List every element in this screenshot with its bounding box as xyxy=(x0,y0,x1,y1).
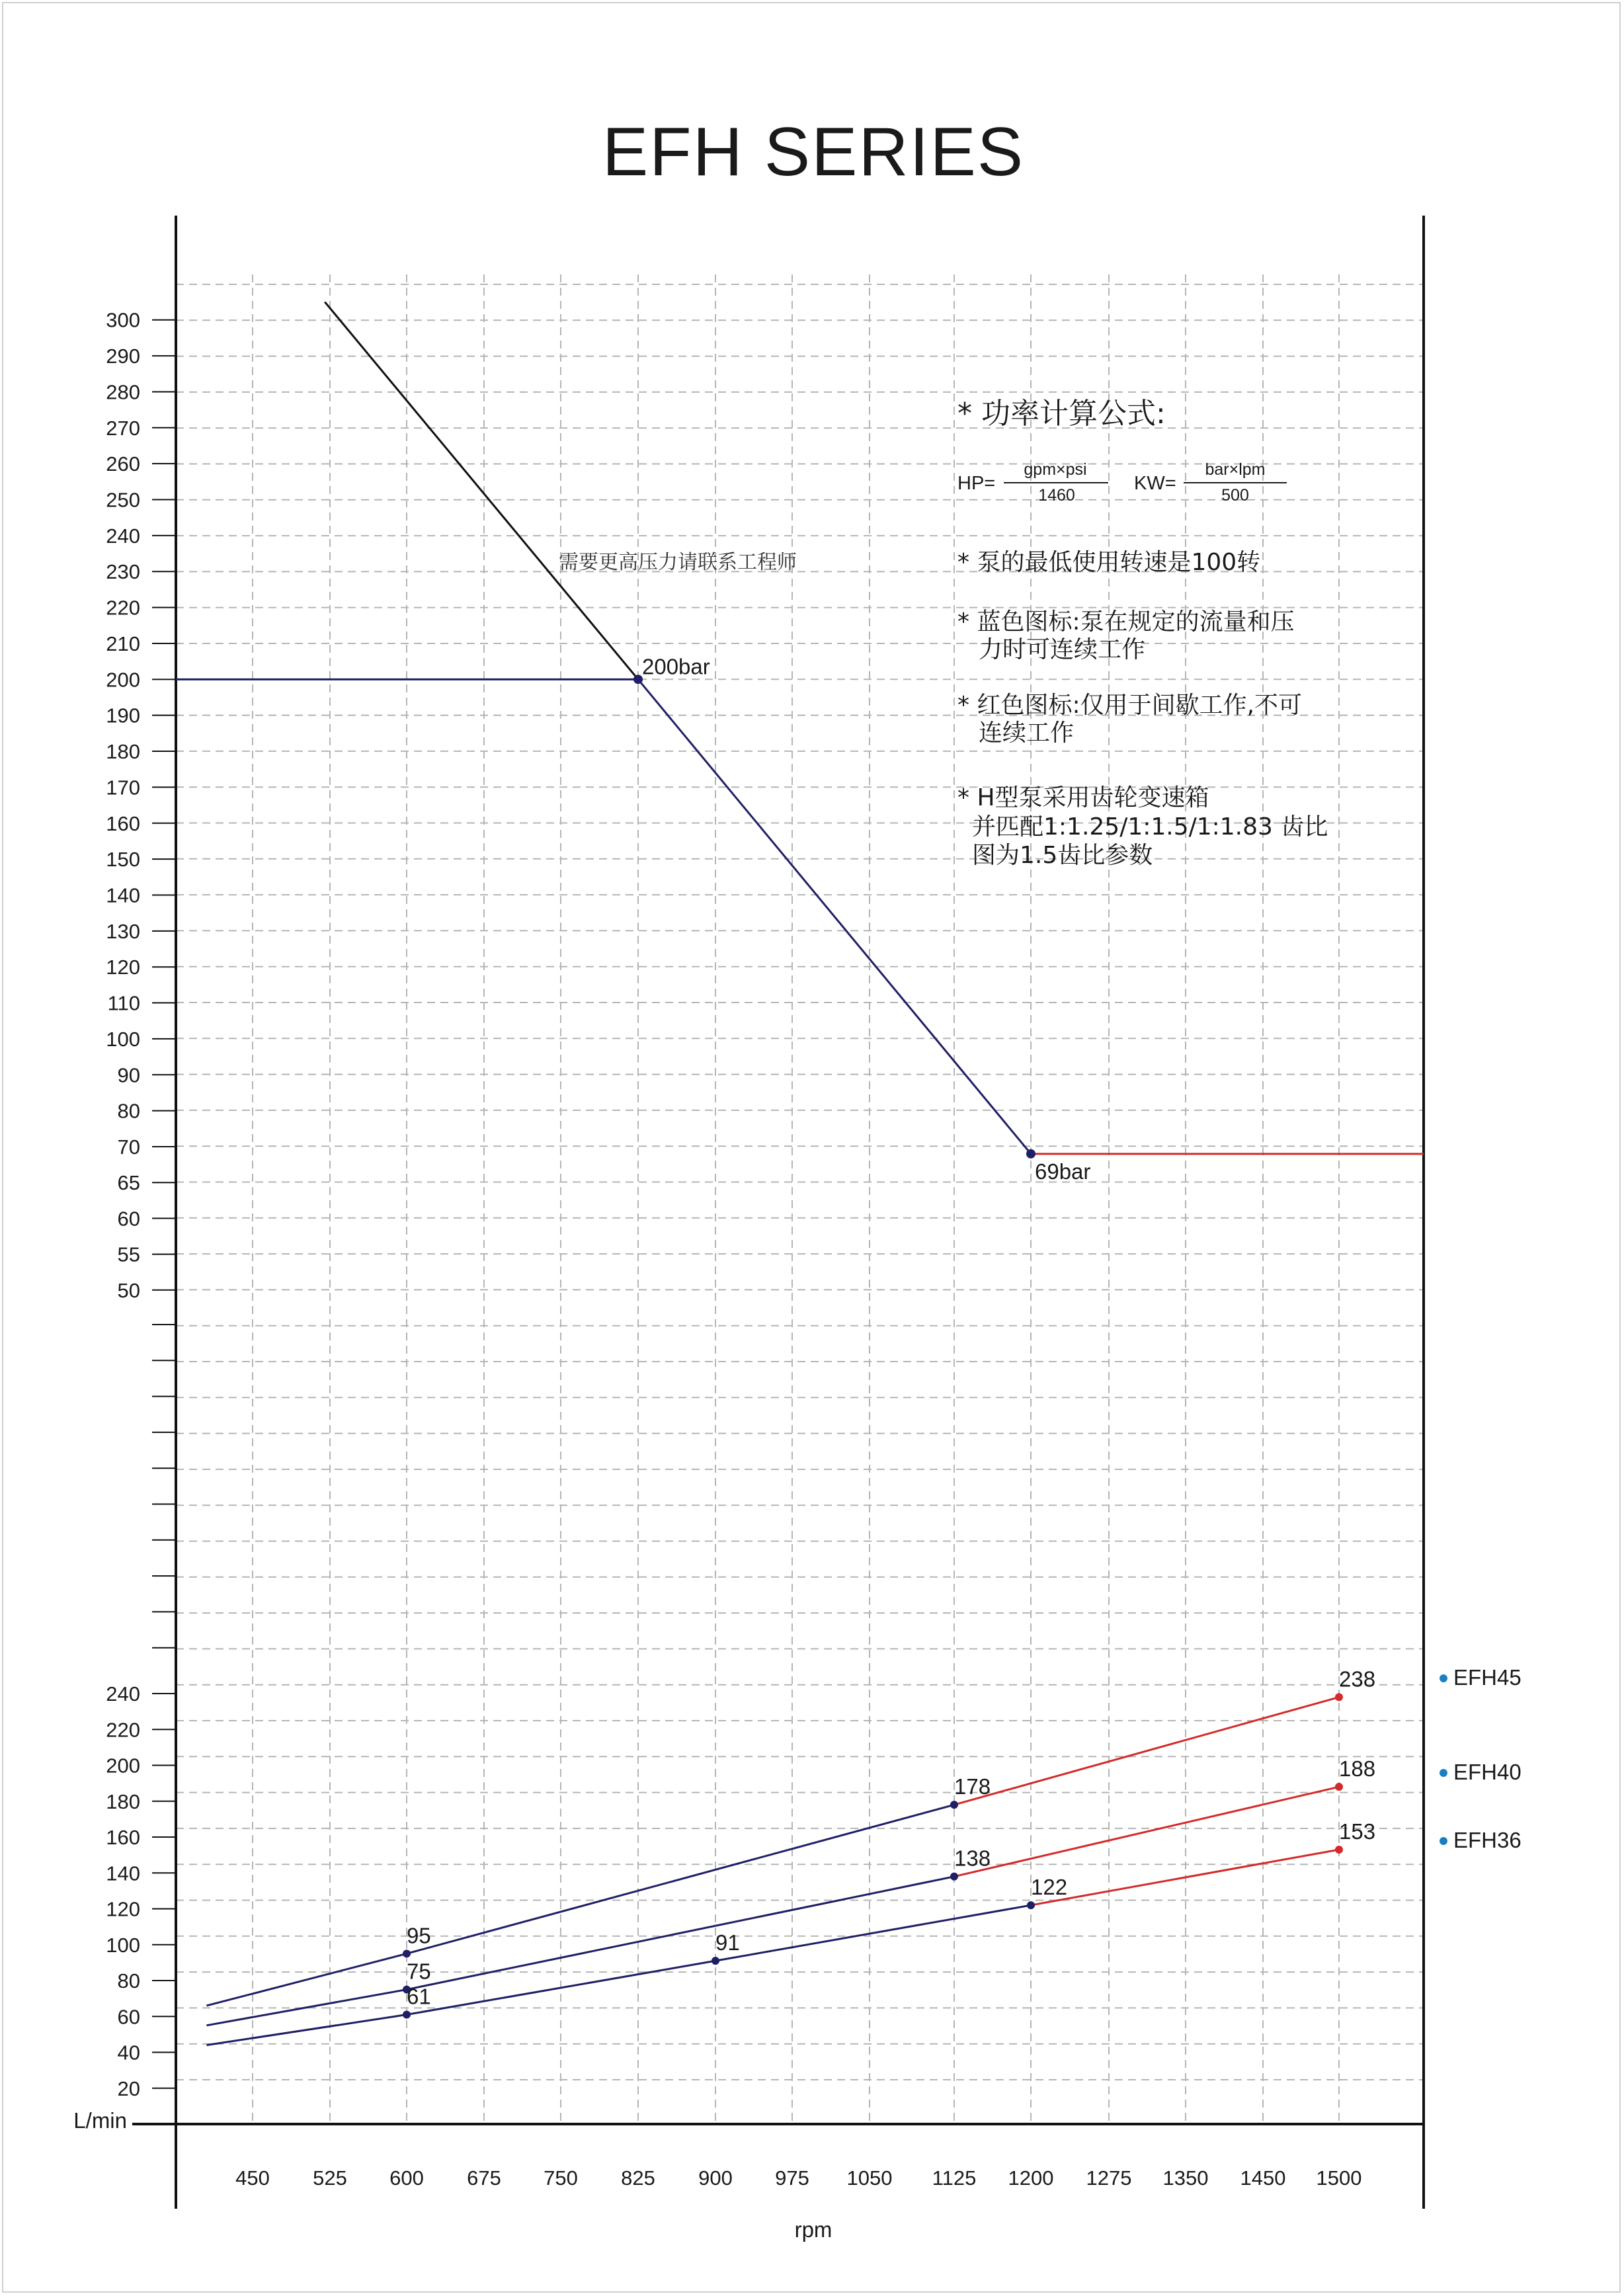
y-tick-label: 140 xyxy=(106,1862,140,1885)
legend-dot xyxy=(1440,1674,1447,1682)
y-tick-label: 80 xyxy=(117,1099,140,1123)
legend-label: EFH45 xyxy=(1453,1665,1522,1690)
y-tick-label: 130 xyxy=(106,919,140,943)
x-tick-label: 600 xyxy=(389,2166,424,2190)
y-tick-label: 250 xyxy=(106,488,140,512)
note-gearbox-line-2: 并匹配1:1.25/1:1.5/1:1.83 齿比 xyxy=(972,813,1328,840)
y-tick-labels xyxy=(106,309,176,2100)
flow-point xyxy=(1335,1846,1343,1854)
flow-point-label: 178 xyxy=(954,1774,991,1799)
efh45-intermittent-line xyxy=(954,1697,1339,1805)
x-tick-label: 1125 xyxy=(932,2166,977,2190)
flow-point xyxy=(1335,1693,1343,1701)
x-tick-label: 1050 xyxy=(846,2166,893,2190)
x-tick-label: 750 xyxy=(544,2166,578,2190)
flow-point-label: 138 xyxy=(954,1846,991,1871)
y-tick-label: 270 xyxy=(106,416,140,440)
formula-heading: * 功率计算公式: xyxy=(957,397,1166,430)
y-axis-unit-label: L/min xyxy=(73,2108,127,2133)
y-tick-label: 140 xyxy=(106,883,140,907)
y-tick-label: 200 xyxy=(106,1754,140,1778)
x-tick-label: 975 xyxy=(775,2166,809,2190)
y-tick-label: 40 xyxy=(117,2041,140,2065)
y-tick-label: 90 xyxy=(117,1063,140,1087)
flow-point xyxy=(1335,1783,1343,1791)
y-tick-label: 120 xyxy=(106,1897,140,1921)
y-tick-label: 300 xyxy=(106,308,140,332)
y-tick-label: 50 xyxy=(117,1278,140,1302)
y-tick-label: 60 xyxy=(117,2005,140,2029)
kw-formula-numerator: bar×lpm xyxy=(1205,460,1266,479)
flow-point-label: 122 xyxy=(1031,1875,1068,1900)
kw-formula-denominator: 500 xyxy=(1221,486,1249,505)
x-tick-label: 1450 xyxy=(1240,2166,1286,2190)
flow-point-label: 153 xyxy=(1339,1819,1376,1844)
x-tick-label: 825 xyxy=(621,2166,655,2190)
kw-formula-label: KW= xyxy=(1134,473,1176,494)
x-tick-label: 1200 xyxy=(1008,2166,1054,2190)
higher-pressure-extension-line xyxy=(325,302,638,680)
legend-dot xyxy=(1440,1769,1447,1777)
efh40-intermittent-line xyxy=(954,1787,1339,1877)
y-tick-label: 220 xyxy=(106,1718,140,1742)
page-title: EFH SERIES xyxy=(602,114,1025,190)
legend-dot xyxy=(1440,1837,1447,1845)
y-tick-label: 230 xyxy=(106,560,140,584)
y-tick-label: 190 xyxy=(106,704,140,727)
y-tick-label: 20 xyxy=(117,2076,140,2100)
flow-point-label: 91 xyxy=(715,1930,740,1955)
y-tick-label: 210 xyxy=(106,632,140,655)
note-red-line-2: 连续工作 xyxy=(979,719,1075,747)
hp-formula-numerator: gpm×psi xyxy=(1024,460,1087,479)
y-tick-label: 65 xyxy=(117,1171,140,1195)
note-gearbox-line-1: * H型泵采用齿轮变速箱 xyxy=(957,784,1209,811)
note-min-speed: * 泵的最低使用转速是100转 xyxy=(957,549,1261,576)
hp-formula-denominator: 1460 xyxy=(1038,486,1075,505)
pressure-point xyxy=(633,675,643,684)
y-tick-label: 170 xyxy=(106,776,140,800)
pressure-point-label: 200bar xyxy=(642,654,710,679)
legend-label: EFH36 xyxy=(1453,1828,1522,1852)
flow-point xyxy=(403,1949,411,1957)
note-blue-line-1: * 蓝色图标:泵在规定的流量和压 xyxy=(957,608,1295,636)
y-tick-label: 100 xyxy=(106,1027,140,1051)
y-tick-label: 55 xyxy=(117,1243,140,1266)
y-tick-label: 110 xyxy=(107,991,140,1015)
y-tick-label: 120 xyxy=(106,956,140,979)
x-tick-label: 675 xyxy=(467,2166,501,2190)
y-tick-label: 240 xyxy=(106,1682,140,1705)
y-tick-label: 70 xyxy=(117,1135,140,1159)
higher-pressure-note: 需要更高压力请联系工程师 xyxy=(559,551,797,574)
axes xyxy=(132,216,1424,2209)
flow-point-label: 61 xyxy=(407,1984,431,2009)
y-tick-label: 160 xyxy=(106,1826,140,1849)
y-tick-label: 150 xyxy=(106,848,140,872)
y-tick-label: 280 xyxy=(106,380,140,404)
notes-panel xyxy=(957,397,1328,869)
y-tick-label: 260 xyxy=(106,452,140,476)
y-tick-label: 60 xyxy=(117,1207,140,1231)
y-tick-label: 220 xyxy=(106,596,140,620)
note-red-line-1: * 红色图标:仅用于间歇工作,不可 xyxy=(957,692,1303,719)
y-tick-label: 240 xyxy=(106,524,140,548)
x-tick-label: 1500 xyxy=(1316,2166,1362,2190)
x-axis-label: rpm xyxy=(794,2217,832,2242)
flow-point xyxy=(950,1873,958,1881)
x-tick-label: 525 xyxy=(313,2166,347,2190)
flow-point xyxy=(711,1957,719,1965)
y-tick-label: 100 xyxy=(106,1933,140,1957)
flow-point-label: 238 xyxy=(1339,1666,1376,1692)
y-tick-label: 290 xyxy=(106,345,140,368)
flow-point-label: 188 xyxy=(1339,1756,1376,1782)
flow-point xyxy=(950,1801,958,1809)
point-labels xyxy=(407,654,1375,2008)
note-blue-line-2: 力时可连续工作 xyxy=(979,636,1146,663)
flow-point xyxy=(1027,1901,1035,1909)
y-tick-label: 180 xyxy=(106,1789,140,1813)
x-tick-label: 1350 xyxy=(1162,2166,1209,2190)
x-tick-labels xyxy=(235,2166,1361,2190)
efh36-intermittent-line xyxy=(1031,1850,1339,1905)
note-gearbox-line-3: 图为1.5齿比参数 xyxy=(972,842,1153,869)
legend xyxy=(1440,1665,1522,1852)
hp-formula-label: HP= xyxy=(957,473,996,494)
flow-point-label: 95 xyxy=(407,1923,431,1948)
efh40-continuous-line xyxy=(206,1877,954,2026)
y-tick-label: 200 xyxy=(106,668,140,692)
y-tick-label: 160 xyxy=(106,811,140,835)
pressure-point-label: 69bar xyxy=(1035,1159,1091,1184)
legend-label: EFH40 xyxy=(1453,1760,1522,1784)
y-tick-label: 80 xyxy=(117,1969,140,1992)
efh45-continuous-line xyxy=(206,1805,954,2006)
flow-point xyxy=(403,2011,411,2019)
flow-point-label: 75 xyxy=(407,1959,431,1984)
x-tick-label: 1275 xyxy=(1086,2166,1132,2190)
y-tick-label: 180 xyxy=(106,740,140,764)
pressure-point xyxy=(1026,1149,1035,1159)
x-tick-label: 450 xyxy=(235,2166,270,2190)
x-tick-label: 900 xyxy=(698,2166,733,2190)
